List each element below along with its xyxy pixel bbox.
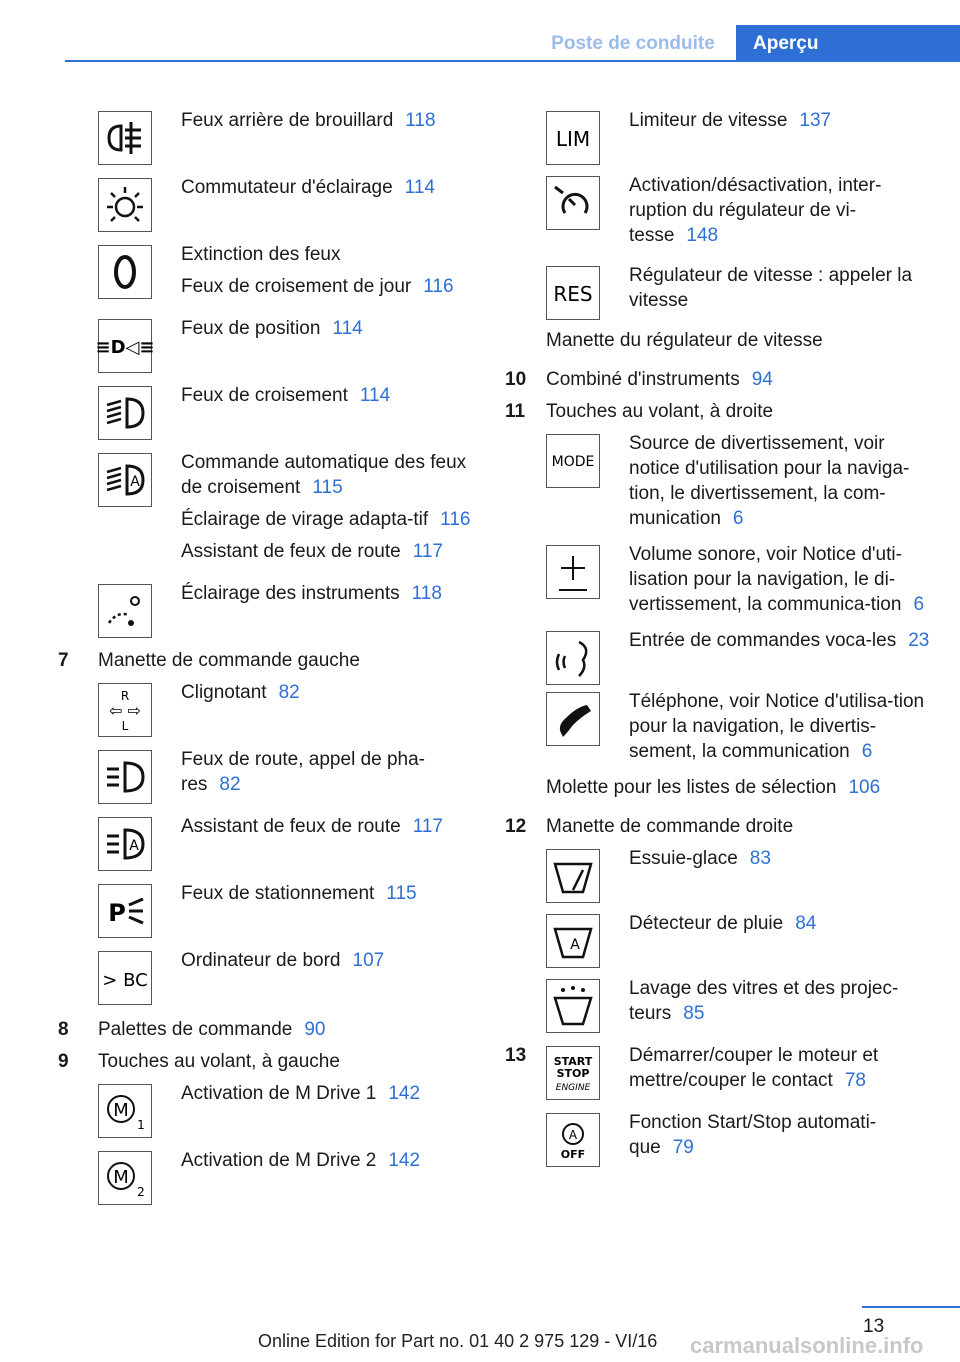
low-beam-icon — [98, 386, 152, 440]
section-11 — [505, 399, 935, 424]
high-beam-icon — [98, 750, 152, 804]
section-13 — [505, 1043, 935, 1167]
icon-description — [629, 1043, 935, 1100]
icon-list-item — [546, 628, 935, 685]
icon-description — [181, 814, 443, 846]
icon-description — [629, 431, 935, 538]
icon-list-item — [546, 173, 935, 255]
icon-list-item — [98, 175, 478, 232]
washer-icon — [546, 979, 600, 1033]
svg-text:2: 2 — [137, 1185, 145, 1199]
icon-list-item — [98, 108, 478, 165]
item-text — [181, 1148, 420, 1173]
page-reference-link[interactable]: 6 — [732, 508, 744, 529]
section-10 — [505, 367, 935, 392]
page-reference-link[interactable]: 82 — [219, 774, 241, 795]
parking-light-icon — [98, 884, 152, 938]
item-label: Activation de M Drive 1 — [181, 1083, 377, 1104]
svg-text:R: R — [120, 689, 130, 703]
page-reference-link[interactable]: 142 — [388, 1150, 421, 1171]
svg-text:1: 1 — [137, 1118, 145, 1132]
icon-list-item — [546, 1043, 935, 1100]
page-reference-link[interactable]: 85 — [683, 1003, 705, 1024]
icon-list-item — [98, 747, 478, 804]
icon-list-item — [546, 431, 935, 538]
cruise-lever-label: Manette du régulateur de vitesse — [546, 330, 823, 351]
svg-text:> BC: > BC — [102, 970, 148, 991]
page-reference-link[interactable]: 79 — [672, 1137, 694, 1158]
item-text — [629, 108, 831, 133]
section-number: 8 — [58, 1019, 69, 1040]
icon-description — [629, 263, 935, 320]
item-text — [629, 911, 816, 936]
icon-list-item — [98, 450, 478, 571]
item-text — [181, 242, 454, 267]
svg-text:A: A — [568, 1128, 578, 1142]
icon-list-item — [546, 1110, 935, 1167]
icon-list-item — [98, 680, 478, 737]
page-reference-link[interactable]: 114 — [404, 177, 435, 198]
section-title-text: Touches au volant, à droite — [546, 401, 774, 422]
item-label: Commutateur d'éclairage — [181, 177, 393, 198]
item-text — [629, 542, 935, 617]
icon-list-item — [98, 581, 478, 638]
page-reference-link[interactable]: 78 — [844, 1070, 866, 1091]
page-reference-link[interactable]: 116 — [423, 276, 454, 297]
svg-text:P: P — [108, 899, 126, 927]
header-rule — [65, 60, 960, 62]
lighting-switch-icon — [98, 178, 152, 232]
selection-wheel-item — [546, 775, 935, 800]
item-label: Feux arrière de brouillard — [181, 110, 394, 131]
page-reference-link[interactable]: 114 — [359, 385, 391, 406]
icon-list-item — [98, 242, 478, 306]
page-reference-link[interactable]: 23 — [908, 630, 930, 651]
page-reference-link[interactable]: 142 — [388, 1083, 421, 1104]
svg-text:M: M — [113, 1100, 129, 1121]
page-reference-link[interactable]: 82 — [278, 682, 300, 703]
item-text — [181, 1081, 420, 1106]
page-reference-link[interactable]: 115 — [312, 477, 343, 498]
auto-start-stop-off-icon — [546, 1113, 600, 1167]
item-text — [629, 173, 935, 248]
icon-list-item — [546, 108, 935, 165]
item-text — [629, 1043, 935, 1093]
onboard-computer-icon — [98, 951, 152, 1005]
auto-low-beam-icon — [98, 453, 152, 507]
icon-list-item — [98, 948, 478, 1005]
item-text — [181, 383, 390, 408]
item-label: Feux de croisement — [181, 385, 348, 406]
item-label: Détecteur de pluie — [629, 913, 784, 934]
item-label: Clignotant — [181, 682, 267, 703]
icon-list-item — [546, 976, 935, 1033]
section-title-text: Touches au volant, à gauche — [98, 1051, 340, 1072]
item-text — [181, 948, 384, 973]
header-section-title: Poste de conduite — [551, 33, 715, 54]
section-number: 7 — [58, 650, 69, 671]
icon-description — [629, 1110, 935, 1167]
item-label: Assistant de feux de route — [181, 541, 401, 562]
icon-list-item — [98, 1081, 478, 1138]
item-text — [629, 846, 771, 871]
section-12 — [505, 814, 935, 839]
m-drive-2-icon — [98, 1151, 152, 1205]
svg-text:MODE: MODE — [551, 454, 595, 470]
page-reference-link[interactable]: 115 — [386, 883, 417, 904]
rain-sensor-icon — [546, 914, 600, 968]
item-text — [181, 175, 435, 200]
footer-rule — [862, 1306, 960, 1308]
page-reference-link[interactable]: 118 — [405, 110, 436, 131]
item-label: Commande automatique des feux de croisement — [181, 452, 467, 498]
item-text — [629, 1110, 935, 1160]
page-reference-link[interactable]: 83 — [749, 848, 771, 869]
icon-description — [629, 911, 816, 943]
section-title — [546, 367, 773, 392]
voice-command-icon — [546, 631, 600, 685]
svg-text:STOP: STOP — [556, 1067, 590, 1080]
item-text — [629, 263, 935, 313]
item-text — [181, 539, 478, 564]
item-label: Entrée de commandes voca-les — [629, 630, 897, 651]
left-column — [58, 108, 478, 1215]
section-number: 10 — [505, 369, 527, 390]
item-text — [181, 581, 442, 606]
svg-text:LIM: LIM — [555, 127, 591, 151]
icon-description — [181, 450, 478, 571]
svg-text:A: A — [129, 838, 139, 854]
watermark: carmanualsonline.info — [690, 1333, 924, 1358]
icon-description — [629, 542, 935, 624]
item-label: Assistant de feux de route — [181, 816, 401, 837]
page-number: 13 — [863, 1316, 885, 1337]
icon-description — [629, 173, 935, 255]
high-beam-assist-icon — [98, 817, 152, 871]
item-text — [629, 628, 929, 653]
icon-description — [629, 108, 831, 140]
header-tab-active: Aperçu — [736, 25, 960, 62]
page-reference-link[interactable]: 116 — [440, 509, 471, 530]
section-title-text: Manette de commande droite — [546, 816, 794, 837]
item-label: Activation/désactivation, inter-ruption du régulateur de vi-tesse — [629, 175, 882, 246]
page-reference-link[interactable]: 6 — [913, 594, 925, 615]
icon-list-item — [546, 689, 935, 771]
icon-list-item — [546, 542, 935, 624]
item-label: Éclairage des instruments — [181, 583, 400, 604]
page-reference-link[interactable]: 90 — [304, 1019, 326, 1040]
item-text — [181, 274, 454, 299]
speed-limiter-icon — [546, 111, 600, 165]
rear-fog-light-icon — [98, 111, 152, 165]
page-reference-link[interactable]: 117 — [412, 816, 443, 837]
resume-icon — [546, 266, 600, 320]
page-reference-link[interactable]: 107 — [352, 950, 385, 971]
icon-list-item — [546, 846, 935, 903]
item-label: Extinction des feux — [181, 244, 341, 265]
section-title-text: Combiné d'instruments — [546, 369, 740, 390]
section-number: 9 — [58, 1051, 69, 1072]
item-text — [181, 450, 478, 500]
item-text — [181, 680, 300, 705]
icon-list-item — [95, 316, 478, 373]
item-label: Fonction Start/Stop automati-que — [629, 1112, 877, 1158]
icon-list-item — [98, 881, 478, 938]
right-column — [505, 108, 935, 1177]
item-label: Limiteur de vitesse — [629, 110, 788, 131]
svg-text:A: A — [130, 474, 140, 490]
section-title-text: Manette de commande gauche — [98, 650, 360, 671]
icon-description — [181, 747, 478, 804]
item-label: Régulateur de vitesse : appeler la vitesse — [629, 265, 913, 311]
item-label: Activation de M Drive 2 — [181, 1150, 377, 1171]
svg-text:L: L — [121, 719, 129, 733]
cruise-control-icon — [546, 176, 600, 230]
item-text — [181, 316, 363, 341]
section-8 — [58, 1017, 478, 1042]
section-9 — [58, 1049, 478, 1074]
item-label: Démarrer/couper le moteur et mettre/couper le contact — [629, 1045, 879, 1091]
item-label: Ordinateur de bord — [181, 950, 341, 971]
svg-text:RES: RES — [553, 282, 593, 306]
section-number: 11 — [505, 401, 526, 422]
page-reference-link[interactable]: 6 — [861, 741, 873, 762]
item-label: Feux de position — [181, 318, 321, 339]
item-text — [181, 814, 443, 839]
item-label: Lavage des vitres et des projec-teurs — [629, 978, 899, 1024]
volume-icon — [546, 545, 600, 599]
icon-description — [181, 108, 436, 140]
page-reference-link[interactable]: 94 — [751, 369, 773, 390]
page-reference-link[interactable]: 118 — [411, 583, 442, 604]
icon-list-item — [98, 383, 478, 440]
icon-description — [181, 316, 363, 348]
page-reference-link[interactable]: 148 — [686, 225, 719, 246]
icon-description — [629, 689, 935, 771]
svg-text:⇦ ⇨: ⇦ ⇨ — [109, 701, 141, 720]
section-number: 13 — [505, 1045, 527, 1066]
page-reference-link[interactable]: 114 — [332, 318, 363, 339]
phone-icon — [546, 692, 600, 746]
footer-edition: Online Edition for Part no. 01 40 2 975 129 - VI/16 — [258, 1331, 658, 1351]
section-title — [98, 1017, 325, 1042]
instrument-lighting-icon — [98, 584, 152, 638]
icon-description — [629, 628, 929, 660]
item-text — [181, 507, 478, 532]
icon-description — [181, 581, 442, 613]
item-text — [181, 108, 436, 133]
svg-text:A: A — [570, 937, 580, 953]
page-reference-link[interactable]: 106 — [848, 777, 881, 798]
icon-list-item — [546, 911, 935, 968]
lights-off-icon — [98, 245, 152, 299]
wiper-icon — [546, 849, 600, 903]
turn-signal-icon — [98, 683, 152, 737]
section-title — [98, 1049, 340, 1074]
item-text — [629, 689, 935, 764]
item-label: Éclairage de virage adapta-tif — [181, 509, 429, 530]
item-label: Volume sonore, voir Notice d'uti-lisation pour la navigation, le di-vertissement, la communica-tion — [629, 544, 902, 615]
icon-list-item — [98, 814, 478, 871]
icon-description — [181, 383, 390, 415]
icon-description — [181, 1148, 420, 1180]
item-label: Essuie-glace — [629, 848, 738, 869]
icon-description — [181, 175, 435, 207]
item-label: Molette pour les listes de sélection — [546, 777, 837, 798]
item-text — [629, 431, 935, 531]
icon-description — [181, 881, 417, 913]
icon-description — [629, 976, 935, 1033]
mode-icon — [546, 434, 600, 488]
item-text — [629, 976, 935, 1026]
page-reference-link[interactable]: 137 — [799, 110, 832, 131]
svg-text:M: M — [113, 1167, 129, 1188]
item-text — [181, 881, 417, 906]
item-label: Téléphone, voir Notice d'utilisa-tion pour la navigation, le divertis-sement, la communication — [629, 691, 925, 762]
section-title — [546, 814, 793, 839]
svg-text:OFF: OFF — [560, 1148, 586, 1161]
item-label: Feux de croisement de jour — [181, 276, 412, 297]
icon-description — [181, 948, 384, 980]
icon-description — [181, 1081, 420, 1113]
item-label: Feux de route, appel de pha-res — [181, 749, 426, 795]
m-drive-1-icon — [98, 1084, 152, 1138]
section-7 — [58, 648, 478, 673]
icon-description — [181, 680, 300, 712]
icon-description — [181, 242, 454, 306]
start-stop-engine-icon — [546, 1046, 600, 1100]
svg-text:START: START — [553, 1055, 593, 1068]
item-text — [181, 747, 478, 797]
page-reference-link[interactable]: 84 — [795, 913, 817, 934]
svg-text:≡D◁≡: ≡D◁≡ — [95, 337, 155, 358]
icon-list-item — [98, 1148, 478, 1205]
section-number: 12 — [505, 816, 527, 837]
section-title — [546, 399, 773, 424]
page-reference-link[interactable]: 117 — [412, 541, 443, 562]
item-label: Feux de stationnement — [181, 883, 375, 904]
icon-list-item — [546, 263, 935, 320]
icon-description — [629, 846, 771, 878]
parking-lights-icon — [95, 319, 155, 373]
section-title — [98, 648, 360, 673]
item-label: Source de divertissement, voir notice d'utilisation pour la naviga-tion, le divertissement, la com-munication — [629, 433, 910, 529]
svg-text:ENGINE: ENGINE — [555, 1083, 591, 1093]
section-title-text: Palettes de commande — [98, 1019, 293, 1040]
